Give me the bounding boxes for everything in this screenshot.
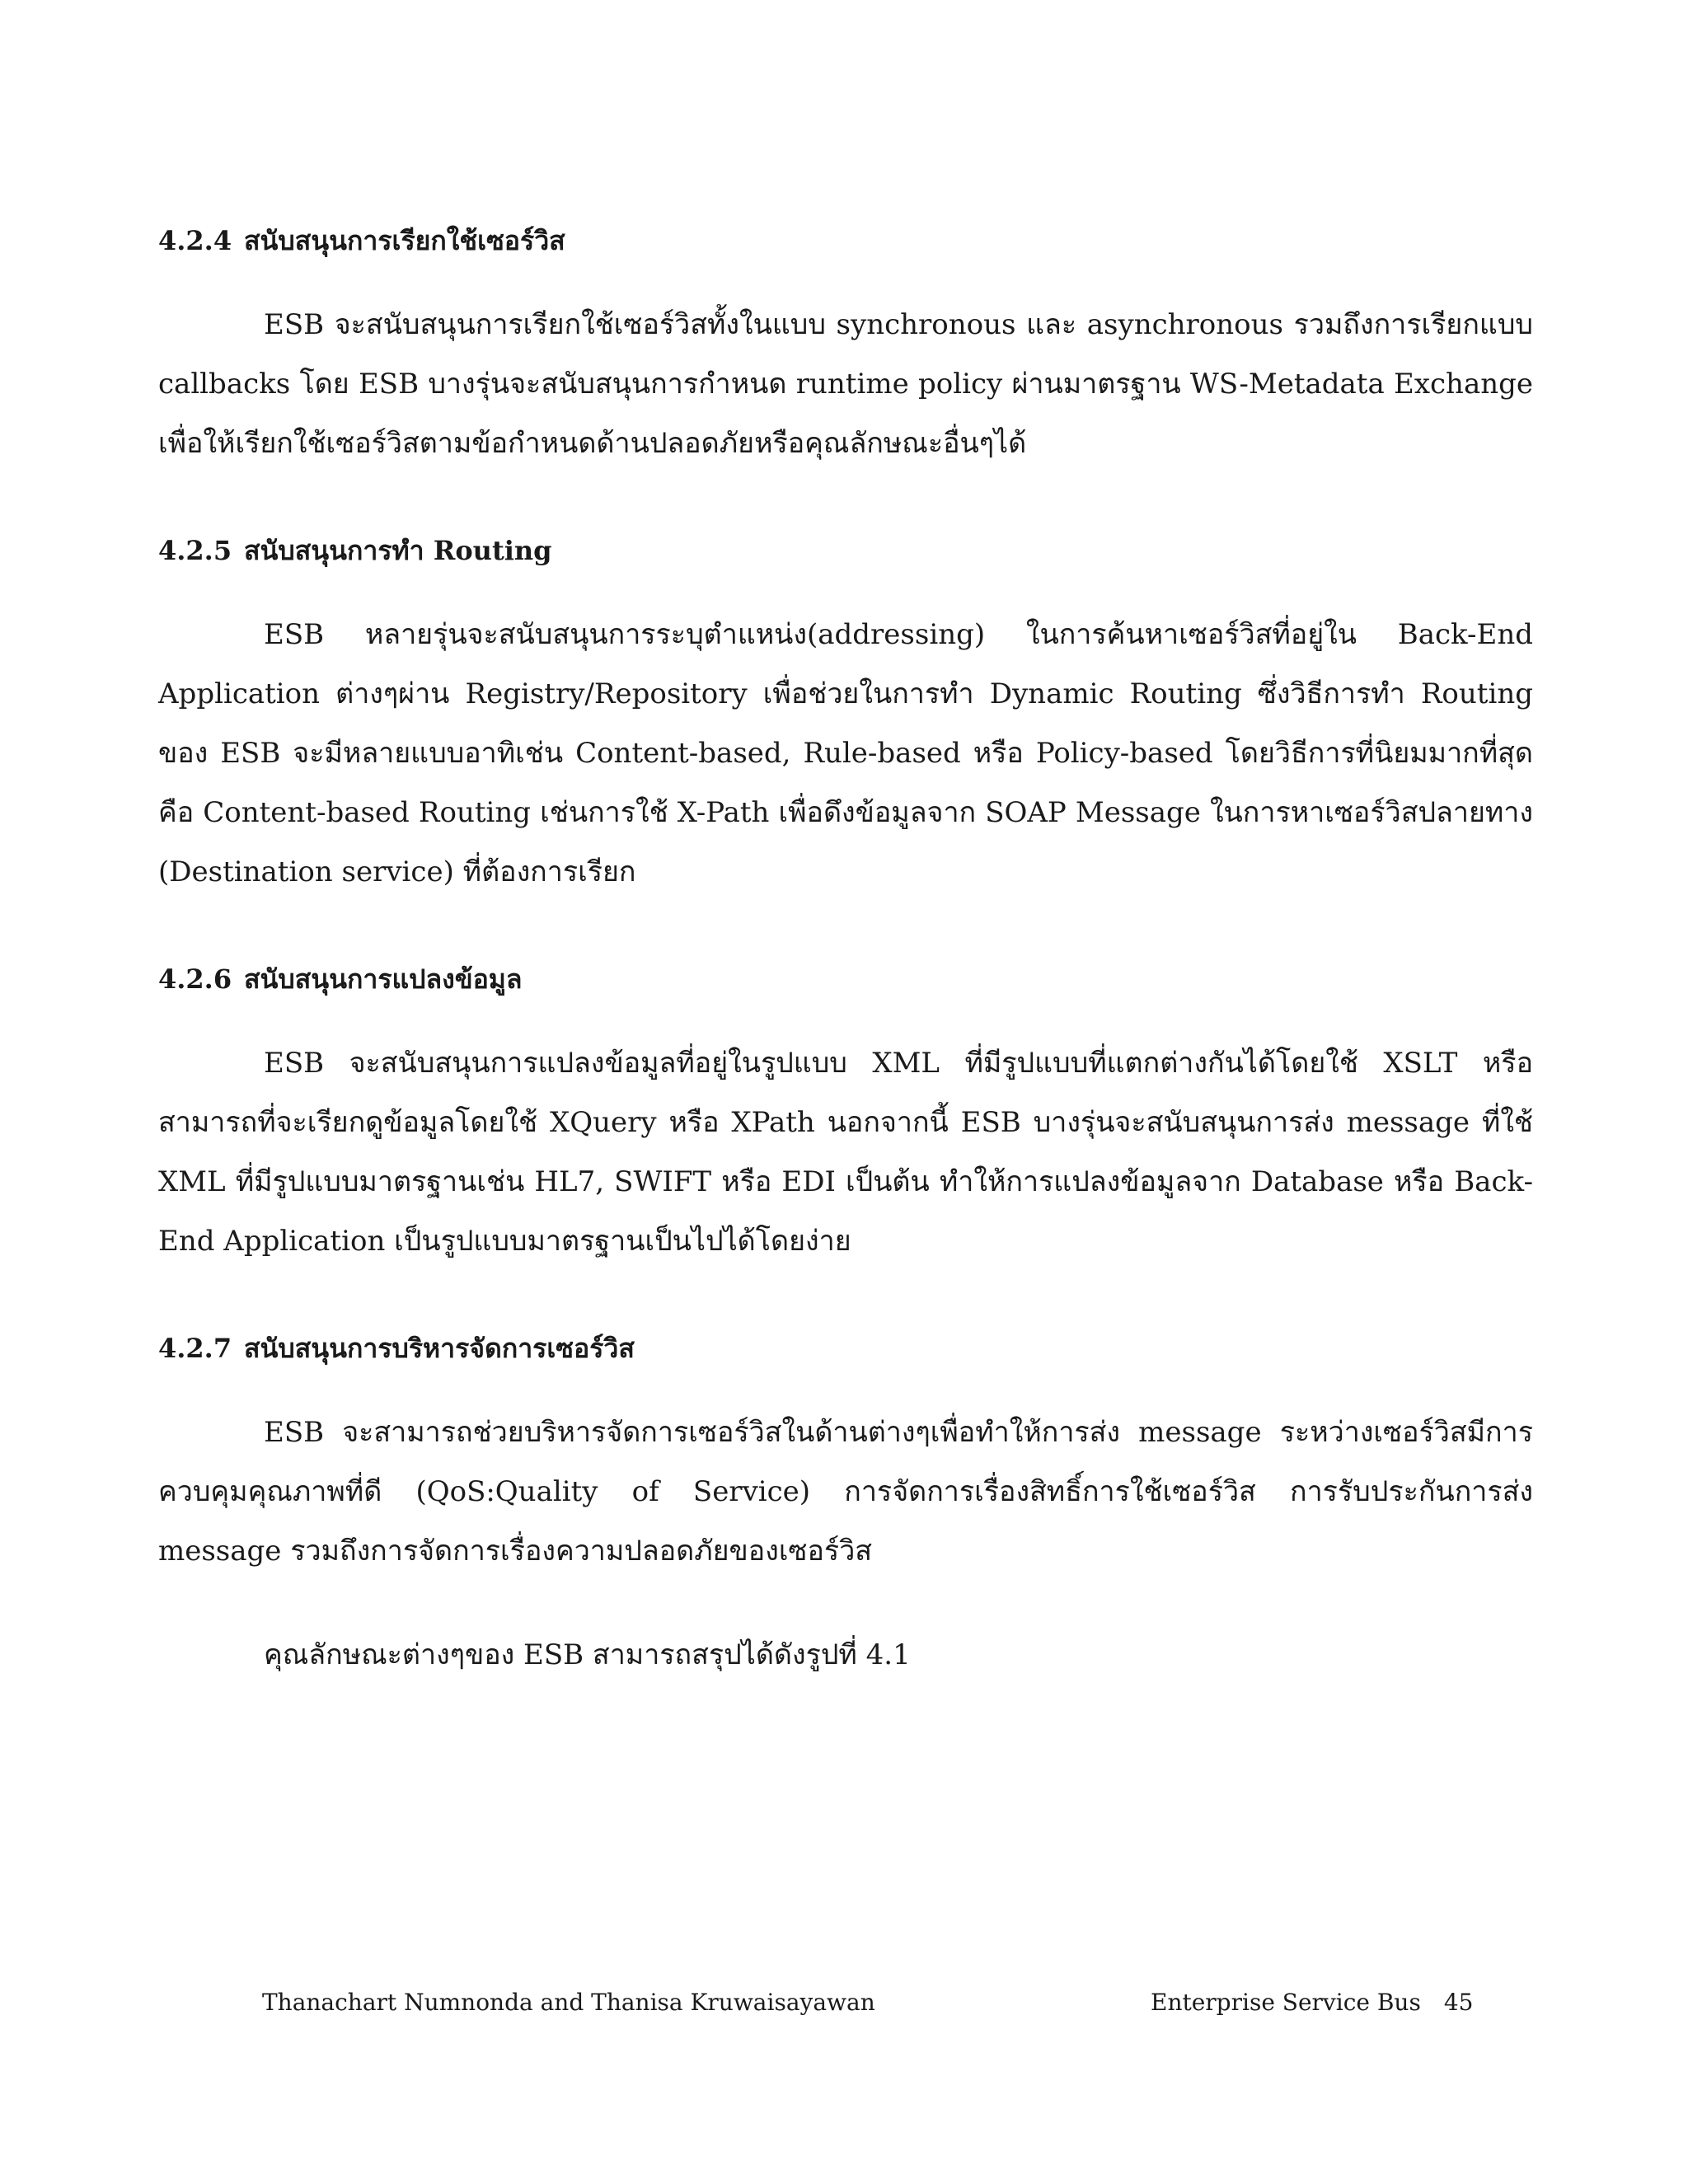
section-number: 4.2.4 <box>158 225 232 256</box>
section-title: สนับสนุนการทำ Routing <box>244 535 552 566</box>
section-4-2-4 <box>158 221 1533 473</box>
section-title: สนับสนุนการแปลงข้อมูล <box>244 963 523 995</box>
section-title: สนับสนุนการบริหารจัดการเซอร์วิส <box>244 1333 635 1364</box>
section-number: 4.2.7 <box>158 1333 232 1364</box>
body-paragraph: ESB จะสนับสนุนการเรียกใช้เซอร์วิสทั้งในแบบ synchronous และ asynchronous รวมถึงการเรียกแบบ callbacks โดย ESB บางรุ่นจะสนับสนุนการกำหนด runtime policy ผ่านมาตรฐาน WS-Metadata Exchange เพื่อให้เรียกใช้เซอร์วิสตามข้อกำหนดด้านปลอดภัยหรือคุณลักษณะอื่นๆได้ <box>158 308 1533 460</box>
page-number: 45 <box>1443 1989 1474 2016</box>
section-title: สนับสนุนการเรียกใช้เซอร์วิส <box>244 225 565 256</box>
footer-authors: Thanachart Numnonda and Thanisa Kruwaisayawan <box>262 1989 875 2016</box>
section-number: 4.2.6 <box>158 963 232 995</box>
body-paragraph: ESB หลายรุ่นจะสนับสนุนการระบุตำแหน่ง(addressing) ในการค้นหาเซอร์วิสที่อยู่ใน Back-End Application ต่างๆผ่าน Registry/Repository เพื่อช่วยในการทำ Dynamic Routing ซึ่งวิธีการทำ Routing ของ ESB จะมีหลายแบบอาทิเช่น Content-based, Rule-based หรือ Policy-based โดยวิธีการที่นิยมมากที่สุดคือ Content-based Routing เช่นการใช้ X-Path เพื่อดึงข้อมูลจาก SOAP Message ในการหาเซอร์วิสปลายทาง (Destination service) ที่ต้องการเรียก <box>158 618 1533 888</box>
section-heading <box>158 221 1533 260</box>
page-content <box>158 221 1533 1685</box>
body-paragraph: ESB จะสนับสนุนการแปลงข้อมูลที่อยู่ในรูปแบบ XML ที่มีรูปแบบที่แตกต่างกันได้โดยใช้ XSLT หรือ สามารถที่จะเรียกดูข้อมูลโดยใช้ XQuery หรือ XPath นอกจากนี้ ESB บางรุ่นจะสนับสนุนการส่ง message ที่ใช้ XML ที่มีรูปแบบมาตรฐานเช่น HL7, SWIFT หรือ EDI เป็นต้น ทำให้การแปลงข้อมูลจาก Database หรือ Back-End Application เป็นรูปแบบมาตรฐานเป็นไปได้โดยง่าย <box>158 1047 1533 1258</box>
footer-right <box>1151 1986 1473 2019</box>
section-heading <box>158 1329 1533 1368</box>
section-4-2-7 <box>158 1329 1533 1685</box>
section-4-2-6 <box>158 959 1533 1271</box>
section-heading <box>158 959 1533 999</box>
body-paragraph: คุณลักษณะต่างๆของ ESB สามารถสรุปได้ดังรูปที่ 4.1 <box>264 1638 911 1671</box>
footer-title: Enterprise Service Bus <box>1151 1989 1421 2016</box>
body-paragraph: ESB จะสามารถช่วยบริหารจัดการเซอร์วิสในด้านต่างๆเพื่อทำให้การส่ง message ระหว่างเซอร์วิสมีการควบคุมคุณภาพที่ดี (QoS:Quality of Service) การจัดการเรื่องสิทธิ์การใช้เซอร์วิส การรับประกันการส่ง message รวมถึงการจัดการเรื่องความปลอดภัยของเซอร์วิส <box>158 1416 1533 1568</box>
section-heading <box>158 531 1533 570</box>
section-4-2-5 <box>158 531 1533 902</box>
section-number: 4.2.5 <box>158 535 232 566</box>
